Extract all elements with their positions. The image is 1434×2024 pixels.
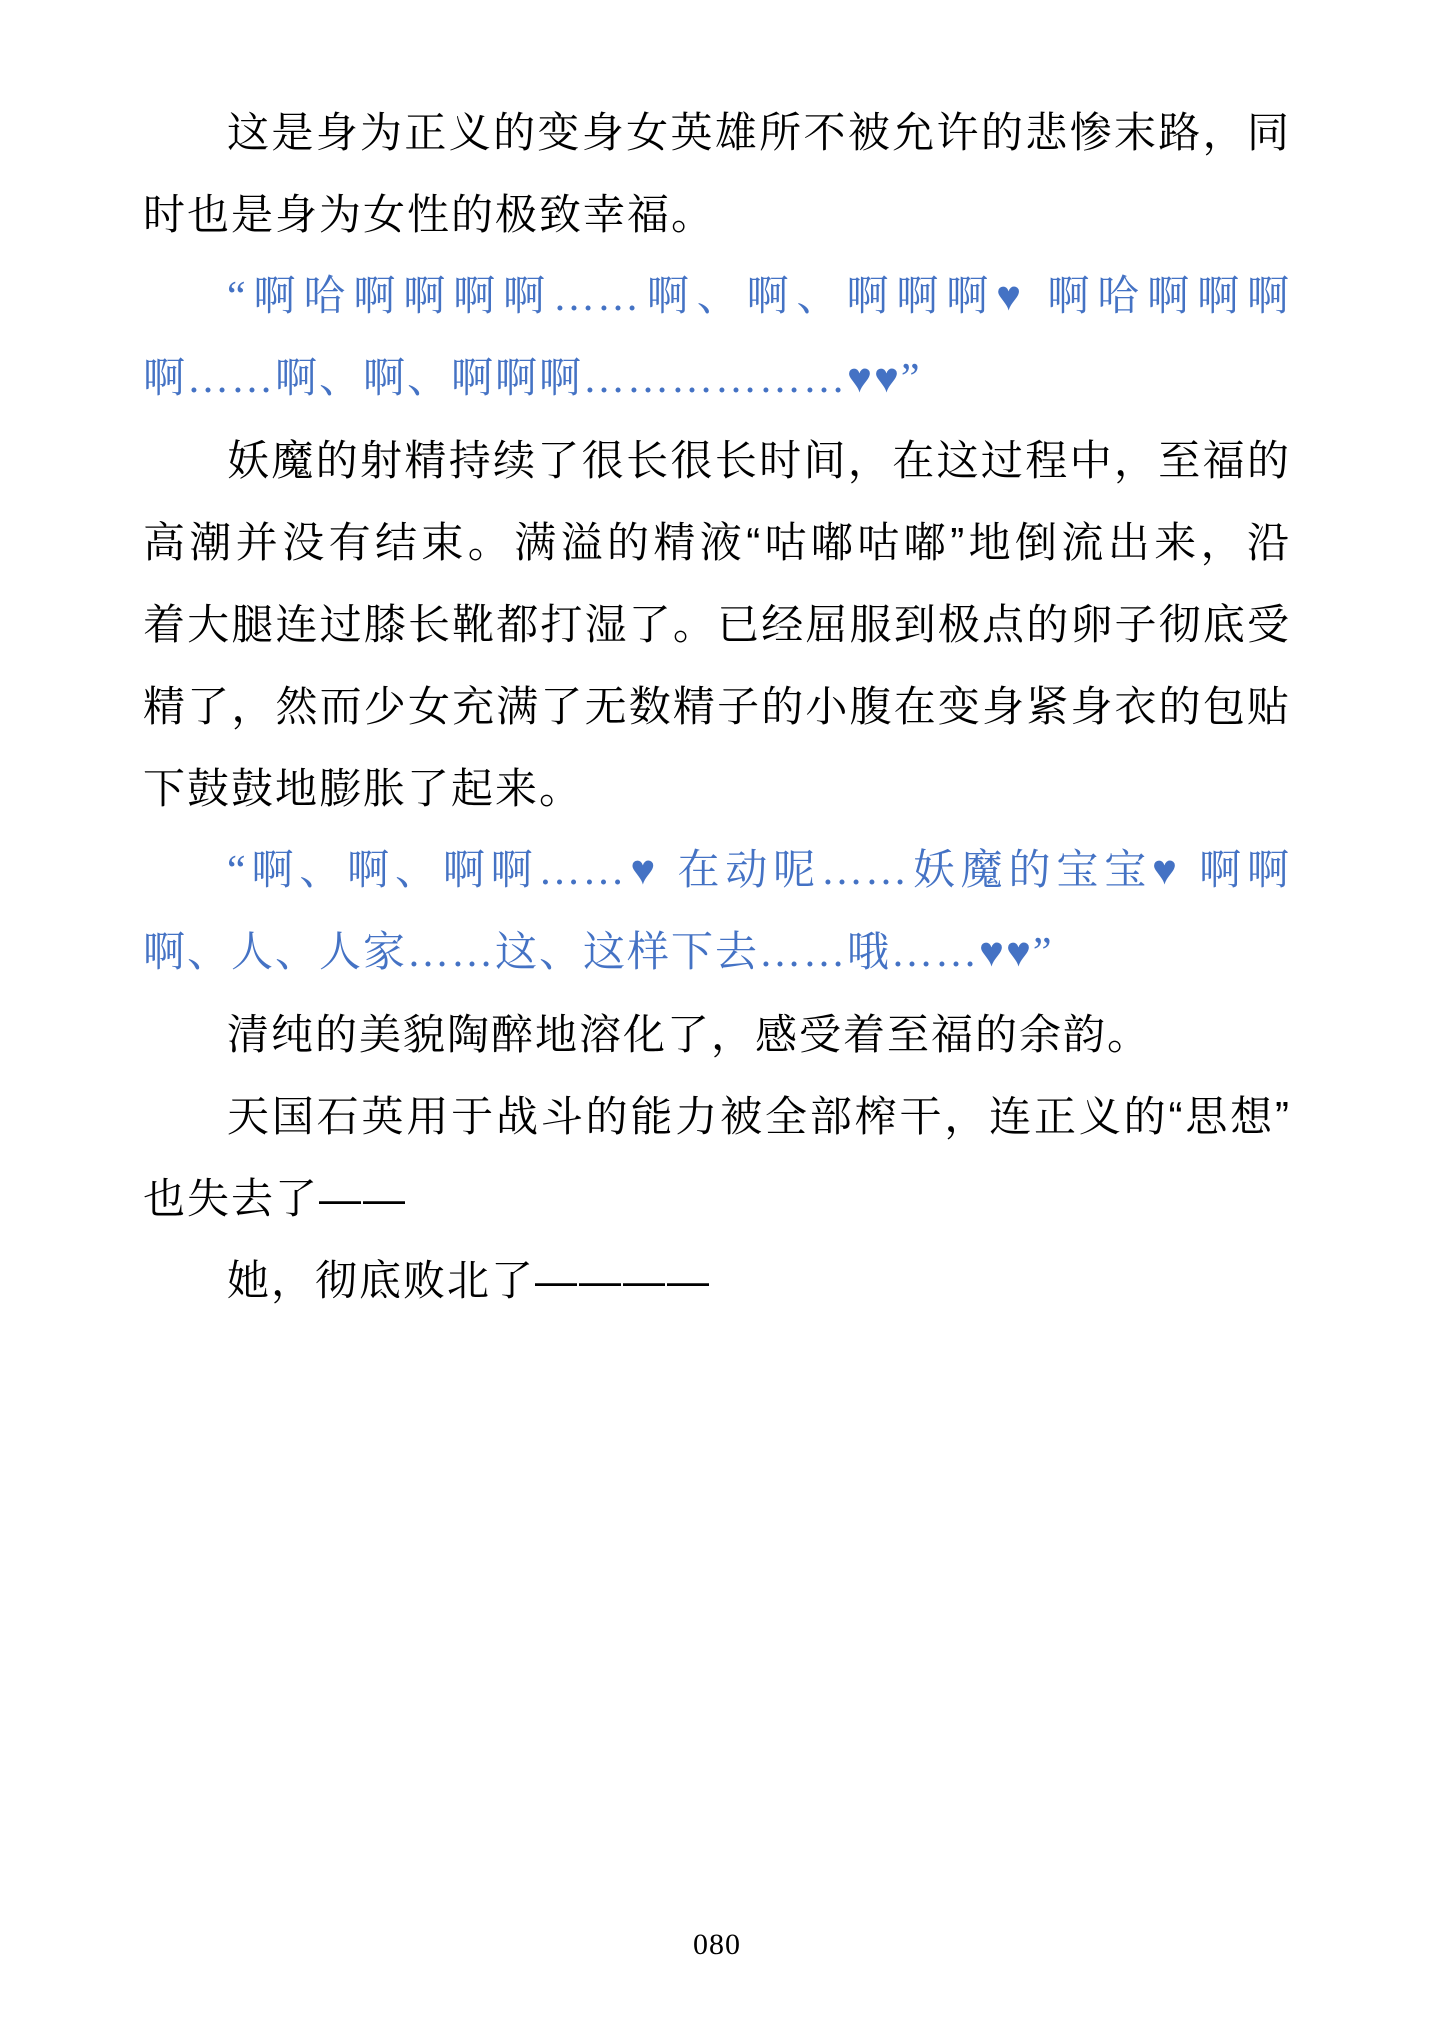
narration-line: 也失去了—— <box>143 1175 408 1222</box>
narration-line: 她，彻底败北了———— <box>227 1257 712 1304</box>
dialogue-line: “啊、啊、啊啊……♥ 在动呢……妖魔的宝宝♥ 啊啊 <box>227 848 1291 894</box>
narration-line: 妖魔的射精持续了很长很长时间，在这过程中，至福的 <box>227 437 1291 484</box>
dialogue-line: “啊哈啊啊啊啊……啊、啊、啊啊啊♥ 啊哈啊啊啊 <box>227 274 1291 320</box>
dialogue-line: 啊、人、人家……这、这样下去……哦……♥♥” <box>143 930 1054 976</box>
page-number: 080 <box>693 1928 741 1961</box>
dialogue-line: 啊……啊、啊、啊啊啊………………♥♥” <box>143 356 922 402</box>
narration-line: 天国石英用于战斗的能力被全部榨干，连正义的“思想” <box>227 1093 1291 1140</box>
narration-line: 高潮并没有结束。满溢的精液“咕嘟咕嘟”地倒流出来，沿 <box>143 519 1291 566</box>
book-page-text <box>143 92 1291 1322</box>
narration-line: 这是身为正义的变身女英雄所不被允许的悲惨末路，同 <box>227 109 1291 156</box>
narration-line: 清纯的美貌陶醉地溶化了，感受着至福的余韵。 <box>227 1011 1152 1058</box>
narration-line: 精了，然而少女充满了无数精子的小腹在变身紧身衣的包贴 <box>143 683 1291 730</box>
narration-line: 时也是身为女性的极致幸福。 <box>143 191 716 238</box>
narration-line: 着大腿连过膝长靴都打湿了。已经屈服到极点的卵子彻底受 <box>143 601 1291 648</box>
narration-line: 下鼓鼓地膨胀了起来。 <box>143 765 584 812</box>
